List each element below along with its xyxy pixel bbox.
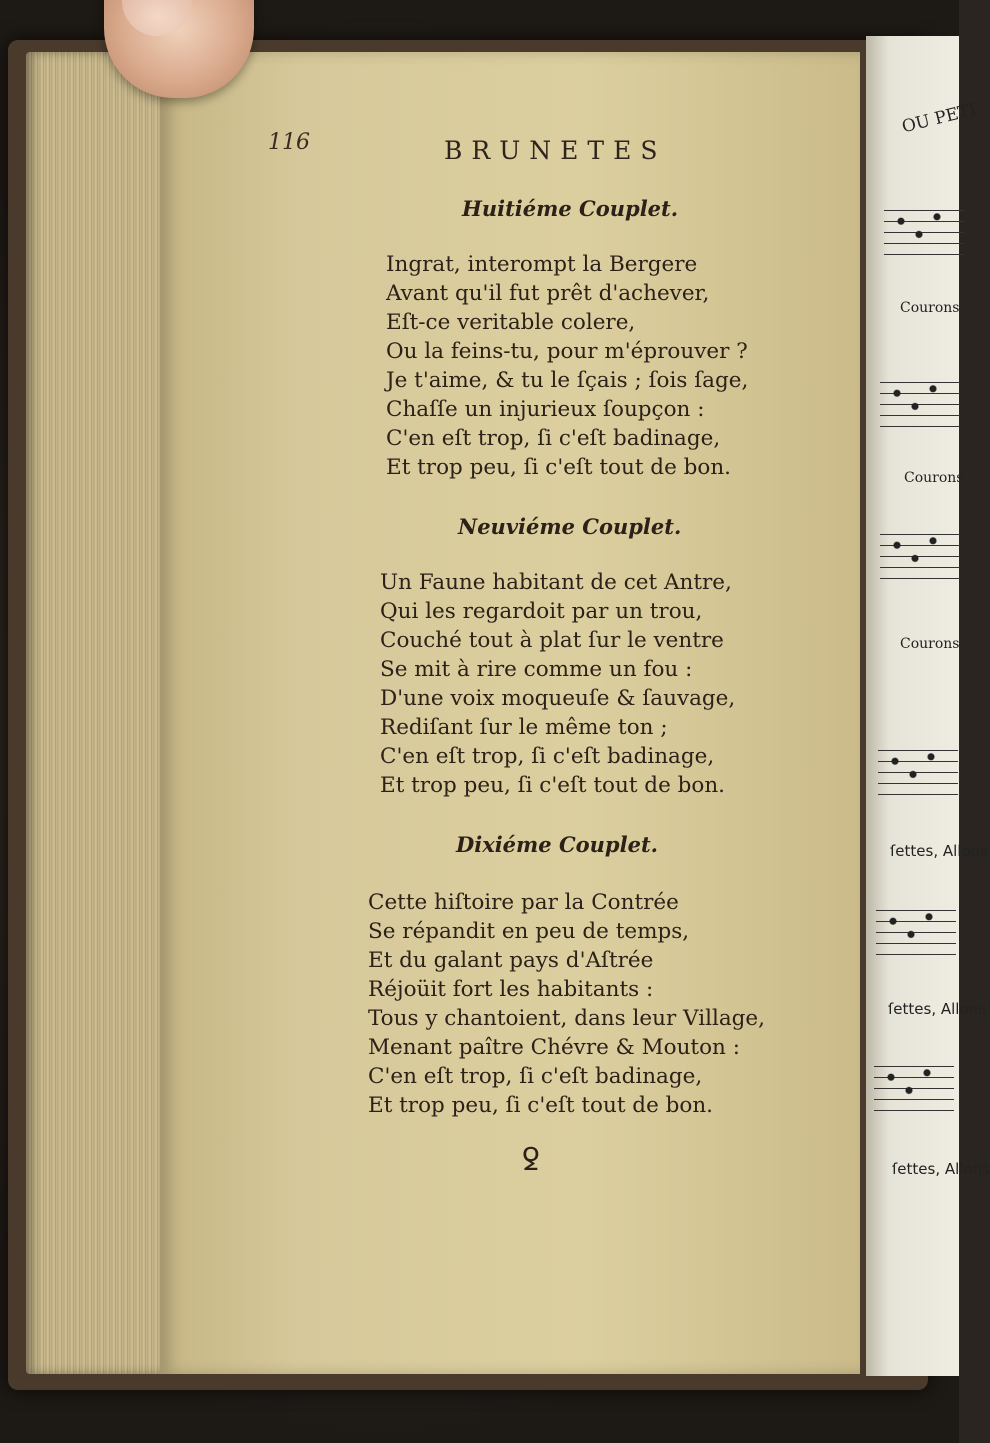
verse-line: Et du galant pays d'Aſtrée: [368, 948, 654, 973]
verse-line: Qui les regardoit par un trou,: [380, 599, 703, 624]
verse-line: Cette hiſtoire par la Contrée: [368, 890, 679, 915]
running-head: BRUNETES: [444, 136, 667, 165]
verse-line: Et trop peu, ſi c'eſt tout de bon.: [380, 773, 726, 798]
music-staff: [878, 740, 958, 800]
fleuron-ornament: ꝿ: [522, 1143, 540, 1178]
music-staff: [874, 1056, 954, 1116]
verse-line: Ou la feins-tu, pour m'éprouver ?: [386, 339, 748, 364]
stanza-9: [380, 568, 840, 800]
verse-line: Menant paître Chévre & Mouton :: [368, 1035, 740, 1060]
facing-page-heading: OU PETI: [900, 99, 979, 138]
verse-line: Se mit à rire comme un fou :: [380, 657, 693, 682]
verse-line: Ingrat, interompt la Bergere: [386, 252, 698, 277]
verse-line: Chaſſe un injurieux ſoupçon :: [386, 397, 705, 422]
thumbnail-nail: [122, 0, 192, 36]
verse-line: Et trop peu, ſi c'eſt tout de bon.: [368, 1093, 714, 1118]
facing-word: ſettes, Allons: [892, 1160, 990, 1178]
verse-line: C'en eſt trop, ſi c'eſt badinage,: [368, 1064, 703, 1089]
facing-word: Courons: [900, 300, 960, 316]
facing-word: ſettes, Allons: [890, 842, 988, 860]
verse-line: Se répandit en peu de temps,: [368, 919, 690, 944]
verse-line: C'en eſt trop, ſi c'eſt badinage,: [380, 744, 715, 769]
facing-word: Courons: [900, 636, 960, 652]
verse-line: Et trop peu, ſi c'eſt tout de bon.: [386, 455, 732, 480]
couplet-title-10: Dixiéme Couplet.: [456, 832, 658, 857]
verse-line: Je t'aime, & tu le ſçais ; ſois ſage,: [386, 368, 749, 393]
music-staff: [880, 524, 960, 584]
verse-line: D'une voix moqueuſe & ſauvage,: [380, 686, 736, 711]
facing-word: Courons: [904, 470, 964, 486]
verse-line: Tous y chantoient, dans leur Village,: [368, 1006, 765, 1031]
verse-line: Eſt-ce veritable colere,: [386, 310, 636, 335]
verse-line: Réjoüit fort les habitants :: [368, 977, 654, 1002]
music-staff: [884, 200, 964, 260]
music-staff: [876, 900, 956, 960]
verse-line: C'en eſt trop, ſi c'eſt badinage,: [386, 426, 721, 451]
page-edges: [26, 52, 166, 1374]
couplet-title-8: Huitiéme Couplet.: [462, 196, 679, 221]
page-number: 116: [268, 130, 310, 155]
verse-line: Couché tout à plat ſur le ventre: [380, 628, 724, 653]
verse-line: Rediſant ſur le même ton ;: [380, 715, 668, 740]
facing-word: ſettes, Allons: [888, 1000, 986, 1018]
couplet-title-9: Neuviéme Couplet.: [458, 514, 682, 539]
stanza-8: [386, 250, 846, 482]
verse-line: Un Faune habitant de cet Antre,: [380, 570, 732, 595]
music-staff: [880, 372, 960, 432]
verse-line: Avant qu'il fut prêt d'achever,: [386, 281, 710, 306]
stanza-10: [368, 888, 828, 1120]
